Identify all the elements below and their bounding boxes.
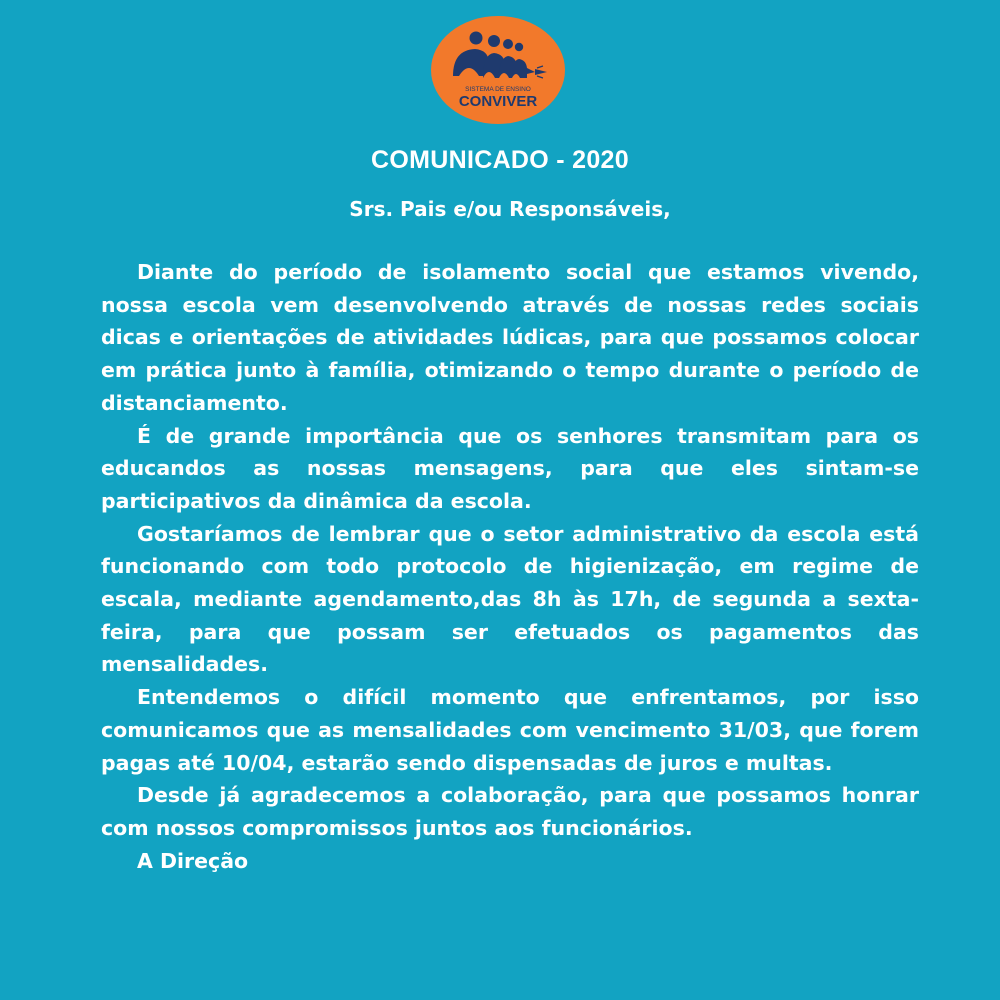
logo-person-head: [470, 32, 483, 45]
logo-person-head: [488, 35, 500, 47]
paragraph-1: Diante do período de isolamento social que estamos vivendo, nossa escola vem desenvolvendo através de nossas redes sociais dicas e orientações de atividades lúdicas, para que possamos colocar em prática junto à família, otimizando o tempo durante o período de distanciamento.: [101, 260, 919, 415]
paragraph-4: Entendemos o difícil momento que enfrentamos, por isso comunicamos que as mensalidades com vencimento 31/03, que forem pagas até 10/04, estarão sendo dispensadas de juros e multas.: [101, 685, 919, 775]
signature: A Direção: [137, 848, 249, 873]
paragraph-5: Desde já agradecemos a colaboração, para que possamos honrar com nossos compromissos juntos aos funcionários.: [101, 783, 919, 840]
paragraph-2: É de grande importância que os senhores transmitam para os educandos as nossas mensagens, para que eles sintam-se participativos da dinâmica da escola.: [101, 423, 919, 513]
salutation: Srs. Pais e/ou Responsáveis,: [349, 197, 671, 221]
paragraph-3: Gostaríamos de lembrar que o setor administrativo da escola está funcionando com todo protocolo de higienização, em regime de escala, mediante agendamento,das 8h às 17h, de segunda a sexta-feira, para que possam ser efetuados os pagamentos das mensalidades.: [101, 521, 919, 677]
logo-person-head: [503, 39, 513, 49]
letter-body: [101, 256, 919, 877]
page-title: COMUNICADO - 2020: [371, 146, 629, 174]
school-logo: [431, 16, 565, 124]
logo-brand-text: CONVIVER: [458, 93, 538, 110]
logo-small-text: SISTEMA DE ENSINO: [465, 86, 531, 93]
logo-person-head: [515, 43, 523, 51]
